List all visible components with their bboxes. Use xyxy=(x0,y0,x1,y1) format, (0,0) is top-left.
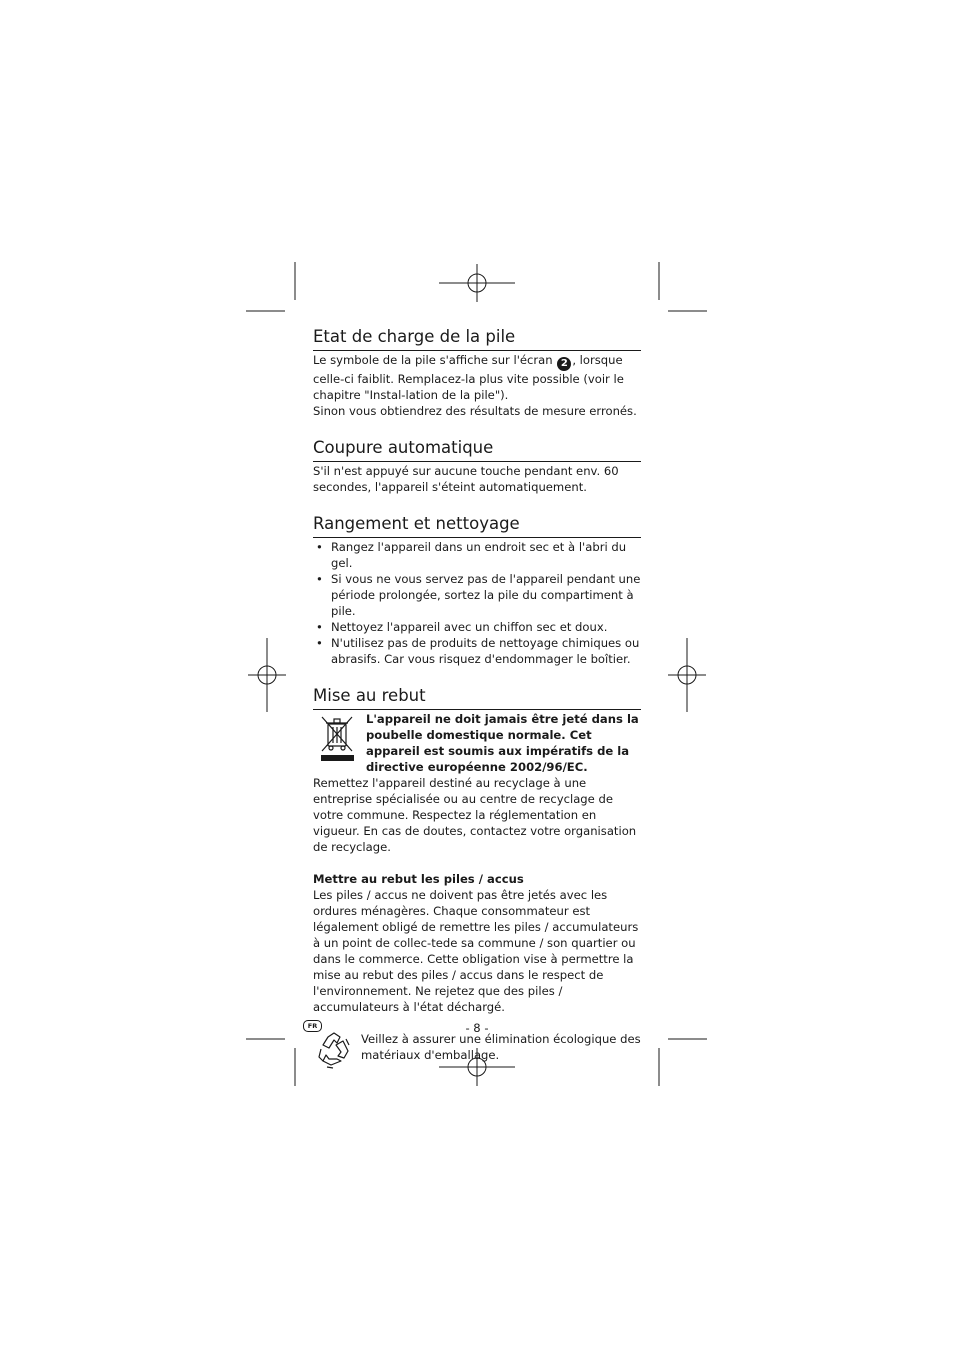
batteries-text: Les piles / accus ne doivent pas être jetés avec les ordures ménagères. Chaque consommateur est légalement obligé de remettre les piles / accumulateurs à un point de collec-tede sa commune / son quartier ou dans le commerce. Cette obligation vise à permettre la mise au rebut des piles / accus dans le respect de l'environnement. Ne rejetez que des piles / accumulateurs à l'état déchargé. xyxy=(313,888,639,1014)
battery-text-start: Le symbole de la pile s'affiche sur l'écran xyxy=(313,353,553,367)
registration-mark-icon xyxy=(439,264,515,302)
packaging-text: Veillez à assurer une élimination écologique des matériaux d'emballage. xyxy=(361,1032,641,1062)
section-storage xyxy=(313,513,641,667)
battery-text-2: Sinon vous obtiendrez des résultats de mesure erronés. xyxy=(313,404,637,418)
auto-off-text: S'il n'est appuyé sur aucune touche pendant env. 60 secondes, l'appareil s'éteint automatiquement. xyxy=(313,464,619,494)
storage-list xyxy=(313,539,641,667)
weee-notice xyxy=(313,711,641,775)
heading-storage: Rangement et nettoyage xyxy=(313,513,641,538)
recycle-icon xyxy=(315,1031,353,1069)
registration-mark-icon xyxy=(248,638,286,712)
page-number: - 8 - xyxy=(465,1021,489,1035)
section-disposal xyxy=(313,685,641,1069)
list-item: • Si vous ne vous servez pas de l'appareil pendant une période prolongée, sortez la pile du compartiment à pile. xyxy=(313,571,641,619)
crossed-bin-icon xyxy=(318,714,358,762)
language-badge: FR xyxy=(303,1020,322,1032)
list-item: • Nettoyez l'appareil avec un chiffon sec et doux. xyxy=(313,619,641,635)
registration-mark-icon xyxy=(668,638,706,712)
heading-battery: Etat de charge de la pile xyxy=(313,326,641,351)
weee-text: L'appareil ne doit jamais être jeté dans la poubelle domestique normale. Cet appareil est soumis aux impératifs de la directive européenne 2002/96/EC. xyxy=(366,712,639,774)
display-number-badge: 2 xyxy=(557,357,571,371)
section-battery xyxy=(313,326,641,419)
heading-disposal: Mise au rebut xyxy=(313,685,641,710)
batteries-heading: Mettre au rebut les piles / accus xyxy=(313,872,524,886)
section-auto-off xyxy=(313,437,641,495)
heading-auto-off: Coupure automatique xyxy=(313,437,641,462)
disposal-text: Remettez l'appareil destiné au recyclage à une entreprise spécialisée ou au centre de recyclage de votre commune. Respectez la réglementation en vigueur. En cas de doutes, contactez votre organisation de recyclage. xyxy=(313,776,637,854)
content-column xyxy=(313,326,641,1069)
packaging-notice xyxy=(313,1031,641,1069)
list-item: • Rangez l'appareil dans un endroit sec et à l'abri du gel. xyxy=(313,539,641,571)
battery-text-end: , lorsque celle-ci faiblit. Remplacez-la plus vite possible (voir le chapitre "Instal-lation de la pile"). xyxy=(313,353,624,402)
list-item: • N'utilisez pas de produits de nettoyage chimiques ou abrasifs. Car vous risquez d'endommager le boîtier. xyxy=(313,635,641,667)
battery-text xyxy=(313,352,641,403)
